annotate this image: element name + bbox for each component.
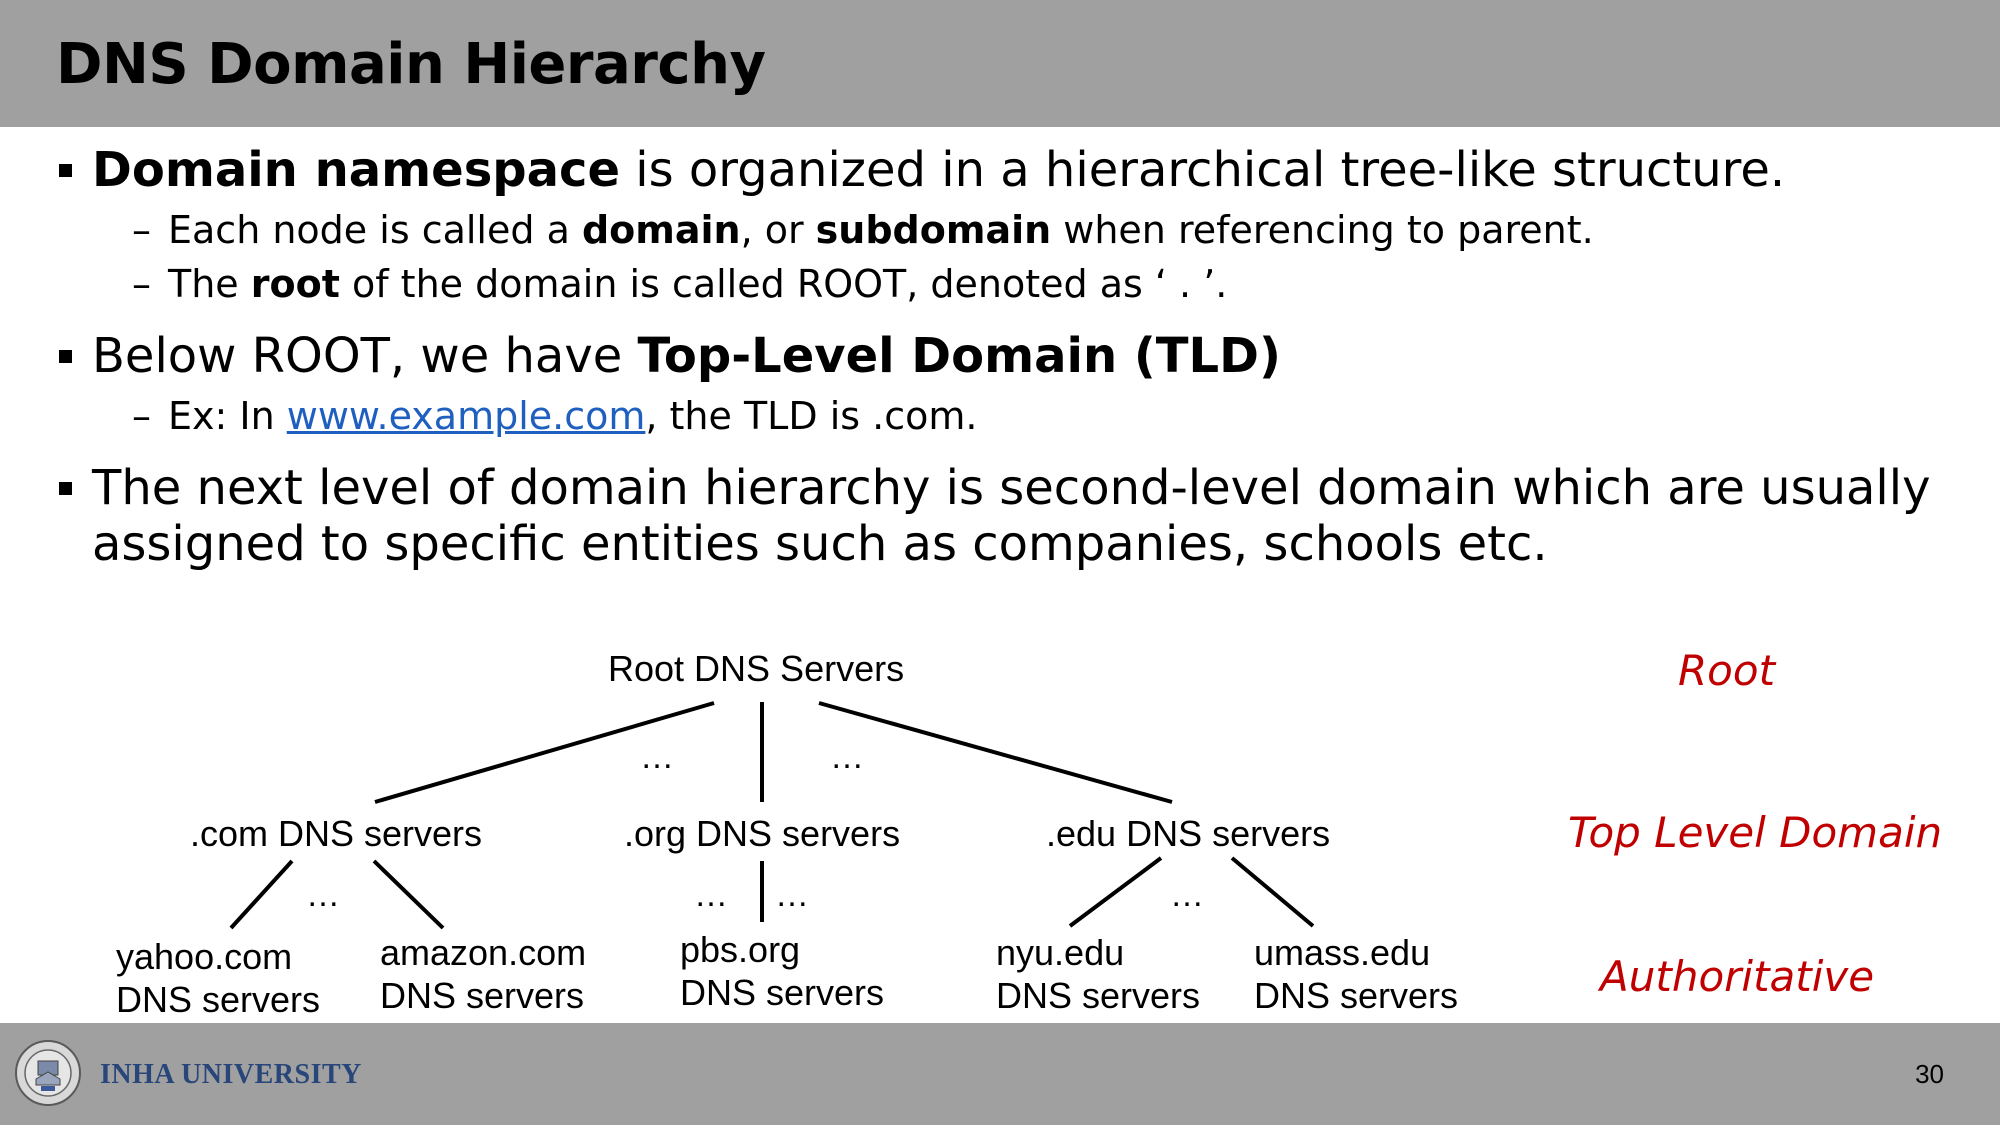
bullet-3-line-1: The next level of domain hierarchy is second-level domain which are usually (92, 460, 1931, 516)
ellipsis-org-right: … (775, 876, 809, 914)
tld-com-servers: .com DNS servers (190, 813, 483, 854)
text: , the TLD is .com. (645, 394, 978, 438)
footer-bar (0, 1023, 2000, 1125)
edge-edu-umass (1232, 858, 1313, 926)
auth-pbs-servers (680, 928, 884, 1014)
tld-edu-servers: .edu DNS servers (1046, 813, 1331, 854)
ellipsis-root-left: … (640, 738, 674, 776)
edge-edu-nyu (1070, 858, 1161, 926)
bold-root: root (250, 262, 340, 306)
text: , or (740, 208, 816, 252)
node-line-2: DNS servers (1254, 975, 1459, 1016)
auth-umass-servers (1254, 931, 1458, 1017)
edge-root-edu (819, 703, 1172, 802)
text: when referencing to parent. (1051, 208, 1594, 252)
text: The (168, 262, 251, 306)
text: Ex: In (168, 394, 287, 438)
dash-marker: – (132, 208, 151, 252)
slide-title: DNS Domain Hierarchy (56, 32, 766, 97)
node-line-2: DNS servers (996, 975, 1201, 1016)
ellipsis-edu: … (1170, 876, 1204, 914)
bullet-1-text: is organized in a hierarchical tree-like structure. (620, 142, 1786, 198)
dash-marker: – (132, 394, 151, 438)
level-label-tld: Top Level Domain (1568, 808, 1943, 857)
auth-yahoo-servers (116, 935, 320, 1021)
bullet-2-text: Below ROOT, we have (92, 328, 638, 384)
node-line-1: amazon.com (380, 932, 587, 973)
node-line-2: DNS servers (680, 972, 885, 1013)
tld-org-servers: .org DNS servers (624, 813, 901, 854)
ellipsis-root-right: … (830, 738, 864, 776)
text: of the domain is called ROOT, denoted as ‘ . ’. (339, 262, 1228, 306)
edge-com-amazon (374, 861, 443, 928)
node-line-1: nyu.edu (996, 932, 1125, 973)
bullet-1-bold: Domain namespace (92, 142, 621, 198)
dash-marker: – (132, 262, 151, 306)
node-line-1: pbs.org (680, 929, 801, 970)
node-line-1: yahoo.com (116, 936, 293, 977)
root-dns-servers: Root DNS Servers (608, 648, 905, 689)
university-seal-icon (14, 1039, 82, 1107)
bullet-2-bold: Top-Level Domain (TLD) (637, 328, 1281, 384)
level-label-authoritative: Authoritative (1600, 952, 1875, 1001)
text: Each node is called a (168, 208, 582, 252)
university-name: INHA UNIVERSITY (100, 1059, 362, 1090)
example-link[interactable]: www.example.com (286, 394, 646, 438)
page-number: 30 (1915, 1059, 1944, 1089)
ellipsis-org-left: … (694, 876, 728, 914)
bold-subdomain: subdomain (815, 208, 1052, 252)
level-label-root: Root (1678, 646, 1776, 695)
node-line-2: DNS servers (116, 979, 321, 1020)
node-line-2: DNS servers (380, 975, 585, 1016)
bullet-3-line-2: assigned to specific entities such as companies, schools etc. (92, 516, 1548, 572)
auth-nyu-servers (996, 931, 1200, 1017)
edge-com-yahoo (231, 861, 292, 928)
node-line-1: umass.edu (1254, 932, 1431, 973)
bold-domain: domain (581, 208, 741, 252)
ellipsis-com: … (306, 876, 340, 914)
auth-amazon-servers (380, 931, 586, 1017)
